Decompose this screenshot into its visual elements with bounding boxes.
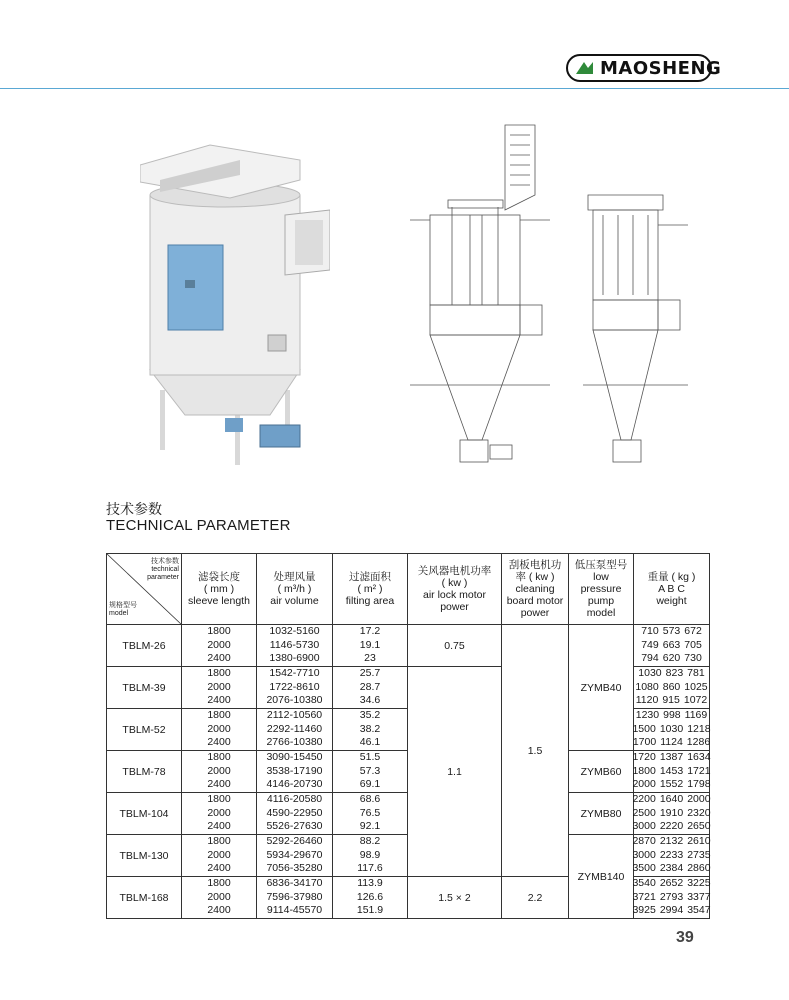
weight-value: 1218 (687, 722, 711, 735)
header-en: sleeve length (188, 595, 250, 607)
weight-line (634, 625, 709, 639)
air-volume-cell-value: 1542-7710 (269, 667, 320, 680)
product-photo (140, 120, 330, 470)
header-unit: ( kw ) (441, 577, 468, 589)
weight-line (634, 765, 709, 779)
weight-value: 1552 (659, 778, 684, 791)
weight-value: 1072 (683, 694, 708, 707)
weight-cell (634, 709, 710, 751)
weight-cell (634, 667, 710, 709)
weight-value: 2320 (687, 806, 711, 819)
weight-value: 1640 (659, 793, 684, 806)
header-sleeve-length (182, 554, 257, 625)
filting-area-cell-value: 51.5 (359, 751, 381, 764)
weight-value: 2233 (659, 848, 684, 861)
weight-value: 1910 (659, 806, 684, 819)
air-volume-cell-value: 2292-11460 (266, 722, 323, 735)
sleeve-length-cell-value: 2400 (207, 778, 231, 791)
sleeve-length-cell-value: 1800 (207, 835, 231, 848)
weight-line (634, 709, 709, 723)
header-cn: 关风器电机功率 (417, 565, 492, 577)
weight-value: 1030 (638, 667, 662, 680)
air-volume-cell (257, 835, 333, 877)
weight-value: 2735 (687, 848, 711, 861)
filting-area-cell (333, 877, 408, 919)
air-volume-cell-value: 4116-20580 (266, 793, 323, 806)
table-body (107, 625, 710, 919)
weight-value: 710 (641, 625, 659, 638)
header-en: power (520, 607, 550, 619)
header-filting-area (333, 554, 408, 625)
filting-area-cell-value: 34.6 (359, 694, 381, 707)
sleeve-length-cell-value: 1800 (207, 793, 231, 806)
pump-model-cell: ZYMB140 (569, 835, 634, 919)
sleeve-length-cell (182, 877, 257, 919)
filting-area-cell-value: 25.7 (359, 667, 381, 680)
weight-value: 1721 (687, 764, 711, 777)
airlock-power-cell: 1.5 × 2 (408, 877, 502, 919)
weight-value: 3000 (632, 848, 656, 861)
header-en: power (440, 601, 469, 613)
weight-value: 2860 (687, 862, 711, 875)
weight-line (634, 820, 709, 834)
filting-area-cell-value: 57.3 (359, 764, 381, 777)
weight-value: 1800 (632, 764, 656, 777)
cleaning-power-cell: 2.2 (502, 877, 569, 919)
weight-value: 2870 (632, 835, 656, 848)
technical-parameter-table (106, 553, 710, 919)
header-cn: 过滤面积 (349, 571, 391, 583)
corner-param-en2: parameter (147, 574, 179, 581)
weight-value: 672 (684, 625, 702, 638)
filting-area-cell-value: 92.1 (359, 820, 381, 833)
filting-area-cell-value: 35.2 (359, 709, 381, 722)
sleeve-length-cell-value: 1800 (207, 709, 231, 722)
sleeve-length-cell (182, 625, 257, 667)
weight-value: 3547 (687, 904, 711, 917)
filting-area-cell-value: 38.2 (359, 722, 381, 735)
weight-value: 1230 (635, 709, 660, 722)
weight-value: 3721 (632, 890, 656, 903)
brand-name: MAOSHENG (600, 58, 722, 79)
air-volume-cell (257, 667, 333, 709)
page-number: 39 (676, 929, 694, 946)
weight-value: 1387 (659, 751, 684, 764)
air-volume-cell-value: 3090-15450 (266, 751, 323, 764)
model-cell: TBLM-39 (107, 667, 182, 709)
weight-value: 2610 (687, 835, 711, 848)
model-cell: TBLM-78 (107, 751, 182, 793)
header-air-volume (257, 554, 333, 625)
header-en: pump (587, 595, 615, 607)
air-volume-cell (257, 751, 333, 793)
sleeve-length-cell-value: 1800 (207, 877, 231, 890)
header-cn: 滤袋长度 (198, 571, 240, 583)
sleeve-length-cell-value: 2400 (207, 904, 231, 917)
header-en: weight (656, 595, 687, 607)
header-en: air lock motor (422, 589, 486, 601)
corner-model-cn: 规格型号 (109, 602, 137, 609)
weight-value: 2793 (659, 890, 684, 903)
header-unit: ( m² ) (357, 583, 383, 595)
weight-value: 3540 (632, 877, 656, 890)
filting-area-cell-value: 28.7 (359, 680, 381, 693)
weight-value: 2000 (632, 778, 656, 791)
table-row (107, 625, 710, 667)
header-en: low (593, 571, 609, 583)
header-unit: 率 ( kw ) (515, 571, 555, 583)
weight-value: 1080 (635, 680, 659, 693)
weight-value: 1286 (686, 736, 711, 749)
header-cn: 刮板电机功 (508, 559, 562, 571)
sleeve-length-cell-value: 1800 (207, 667, 231, 680)
sleeve-length-cell-value: 1800 (207, 751, 231, 764)
header-en: filting area (345, 595, 395, 607)
weight-value: 2384 (659, 862, 684, 875)
weight-value: 3500 (632, 862, 656, 875)
filting-area-cell (333, 793, 408, 835)
header-weight (634, 554, 710, 625)
weight-line (634, 793, 709, 807)
filting-area-cell-value: 76.5 (359, 806, 381, 819)
pump-model-cell: ZYMB60 (569, 751, 634, 793)
sleeve-length-cell-value: 2000 (207, 722, 231, 735)
sleeve-length-cell-value: 2000 (207, 680, 231, 693)
air-volume-cell (257, 793, 333, 835)
weight-line (634, 849, 709, 863)
model-cell: TBLM-26 (107, 625, 182, 667)
sleeve-length-cell-value: 2000 (207, 890, 231, 903)
weight-value: 749 (641, 638, 659, 651)
weight-value: 3377 (687, 890, 711, 903)
weight-value: 705 (684, 638, 702, 651)
air-volume-cell-value: 1146-5730 (269, 638, 320, 651)
header-cleaning-power (502, 554, 569, 625)
model-cell: TBLM-168 (107, 877, 182, 919)
filting-area-cell-value: 126.6 (356, 890, 384, 903)
weight-value: 1025 (684, 680, 708, 693)
sleeve-length-cell (182, 667, 257, 709)
header-airlock-power (408, 554, 502, 625)
sleeve-length-cell-value: 2400 (207, 820, 231, 833)
model-cell: TBLM-52 (107, 709, 182, 751)
weight-value: 1124 (660, 736, 683, 749)
weight-line (634, 736, 709, 750)
pump-model-cell: ZYMB80 (569, 793, 634, 835)
corner-param-en1: technical (151, 566, 179, 573)
cleaning-power-cell: 1.5 (502, 625, 569, 877)
filting-area-cell (333, 709, 408, 751)
weight-value: 3225 (687, 877, 711, 890)
sleeve-length-cell-value: 2000 (207, 848, 231, 861)
air-volume-cell-value: 1380-6900 (269, 652, 320, 665)
weight-line (634, 694, 709, 708)
filting-area-cell-value: 113.9 (357, 877, 383, 890)
header-unit: ( m³/h ) (277, 583, 312, 595)
filting-area-cell-value: 151.9 (356, 904, 384, 917)
weight-value: 1500 (632, 722, 656, 735)
filting-area-cell-value: 117.6 (357, 862, 383, 875)
air-volume-cell-value: 3538-17190 (266, 764, 323, 777)
sleeve-length-cell-value: 2000 (207, 806, 231, 819)
header-en: air volume (270, 595, 319, 607)
filting-area-cell-value: 98.9 (359, 848, 381, 861)
weight-cell (634, 625, 710, 667)
sleeve-length-cell-value: 2400 (207, 652, 231, 665)
weight-line (634, 778, 709, 792)
airlock-power-cell: 1.1 (408, 667, 502, 877)
filting-area-cell (333, 835, 408, 877)
header-abc: A B C (658, 583, 685, 595)
weight-cell (634, 751, 710, 793)
sleeve-length-cell-value: 2400 (207, 694, 231, 707)
weight-value: 1720 (632, 751, 656, 764)
air-volume-cell-value: 1032-5160 (269, 625, 320, 638)
weight-value: 794 (641, 652, 659, 665)
air-volume-cell (257, 709, 333, 751)
filting-area-cell (333, 667, 408, 709)
weight-line (634, 862, 709, 876)
sleeve-length-cell-value: 2400 (207, 862, 231, 875)
technical-drawing-front (583, 185, 693, 475)
technical-drawing-side (410, 115, 560, 475)
model-cell: TBLM-130 (107, 835, 182, 877)
header-cn: 处理风量 (273, 571, 316, 583)
weight-value: 2994 (659, 904, 684, 917)
weight-value: 1120 (635, 694, 659, 707)
weight-cell (634, 793, 710, 835)
corner-param-cn: 技术参数 (151, 558, 179, 565)
air-volume-cell-value: 5292-26460 (266, 835, 323, 848)
airlock-power-cell: 0.75 (408, 625, 502, 667)
weight-value: 2000 (687, 793, 711, 806)
sleeve-length-cell (182, 709, 257, 751)
sleeve-length-cell-value: 2000 (207, 764, 231, 777)
air-volume-cell-value: 5526-27630 (266, 820, 323, 833)
header-en: model (586, 607, 616, 619)
header-en: board motor (506, 595, 564, 607)
air-volume-cell-value: 2076-10380 (266, 694, 323, 707)
weight-line (634, 639, 709, 653)
header-cn: 低压泵型号 (574, 559, 628, 571)
sleeve-length-cell (182, 835, 257, 877)
weight-line (634, 835, 709, 849)
weight-line (634, 751, 709, 765)
weight-value: 663 (662, 638, 681, 651)
weight-value: 2220 (659, 820, 684, 833)
weight-value: 781 (687, 667, 705, 680)
sleeve-length-cell-value: 2400 (207, 736, 231, 749)
corner-model-en: model (109, 610, 129, 617)
weight-value: 2652 (659, 877, 684, 890)
weight-value: 860 (662, 680, 681, 693)
weight-line (634, 667, 709, 681)
air-volume-cell-value: 1722-8610 (269, 680, 320, 693)
pump-model-cell: ZYMB40 (569, 625, 634, 751)
filting-area-cell-value: 17.2 (359, 625, 381, 638)
sleeve-length-cell (182, 751, 257, 793)
weight-line (634, 904, 709, 918)
weight-line (634, 807, 709, 821)
model-cell: TBLM-104 (107, 793, 182, 835)
weight-value: 730 (684, 652, 702, 665)
weight-value: 1700 (632, 736, 657, 749)
filting-area-cell (333, 751, 408, 793)
filting-area-cell (333, 625, 408, 667)
sleeve-length-cell-value: 2000 (207, 638, 231, 651)
filting-area-cell-value: 88.2 (359, 835, 381, 848)
air-volume-cell-value: 6836-34170 (266, 877, 323, 890)
weight-value: 915 (662, 694, 680, 707)
weight-value: 998 (663, 709, 681, 722)
weight-value: 3000 (632, 820, 656, 833)
weight-line (634, 723, 709, 737)
air-volume-cell (257, 625, 333, 667)
section-title-en: TECHNICAL PARAMETER (106, 517, 291, 534)
header-cn: 重量 ( kg ) (647, 571, 696, 583)
air-volume-cell-value: 4590-22950 (266, 806, 323, 819)
air-volume-cell-value: 9114-45570 (266, 904, 323, 917)
weight-line (634, 652, 709, 666)
weight-line (634, 877, 709, 891)
air-volume-cell-value: 2112-10560 (266, 709, 323, 722)
weight-value: 1169 (684, 709, 708, 722)
weight-value: 3925 (632, 904, 656, 917)
weight-cell (634, 877, 710, 919)
filting-area-cell-value: 19.1 (359, 638, 381, 651)
sleeve-length-cell (182, 793, 257, 835)
filting-area-cell-value: 69.1 (359, 778, 381, 791)
corner-header (107, 554, 182, 625)
air-volume-cell-value: 7056-35280 (266, 862, 323, 875)
weight-value: 2200 (632, 793, 656, 806)
air-volume-cell-value: 7596-37980 (266, 890, 323, 903)
air-volume-cell-value: 4146-20730 (266, 778, 323, 791)
weight-cell (634, 835, 710, 877)
weight-value: 2132 (659, 835, 684, 848)
air-volume-cell-value: 2766-10380 (266, 736, 323, 749)
weight-line (634, 891, 709, 905)
weight-value: 2650 (687, 820, 711, 833)
weight-value: 620 (662, 652, 681, 665)
table-header-row (107, 554, 710, 625)
weight-value: 573 (662, 625, 681, 638)
header-rule (0, 88, 789, 89)
header-unit: ( mm ) (203, 583, 235, 595)
air-volume-cell (257, 877, 333, 919)
weight-value: 1798 (687, 778, 711, 791)
weight-value: 2500 (632, 806, 656, 819)
header-en: pressure (580, 583, 622, 595)
section-title-cn: 技术参数 (106, 502, 162, 518)
filting-area-cell-value: 68.6 (359, 793, 381, 806)
weight-value: 1453 (659, 764, 684, 777)
header-pump-model (569, 554, 634, 625)
filting-area-cell-value: 46.1 (359, 736, 381, 749)
air-volume-cell-value: 5934-29670 (266, 848, 323, 861)
weight-line (634, 681, 709, 695)
weight-value: 823 (665, 667, 684, 680)
filting-area-cell-value: 23 (364, 652, 376, 665)
weight-value: 1634 (687, 751, 711, 764)
sleeve-length-cell-value: 1800 (207, 625, 231, 638)
header-en: cleaning (515, 583, 555, 595)
weight-value: 1030 (659, 722, 684, 735)
